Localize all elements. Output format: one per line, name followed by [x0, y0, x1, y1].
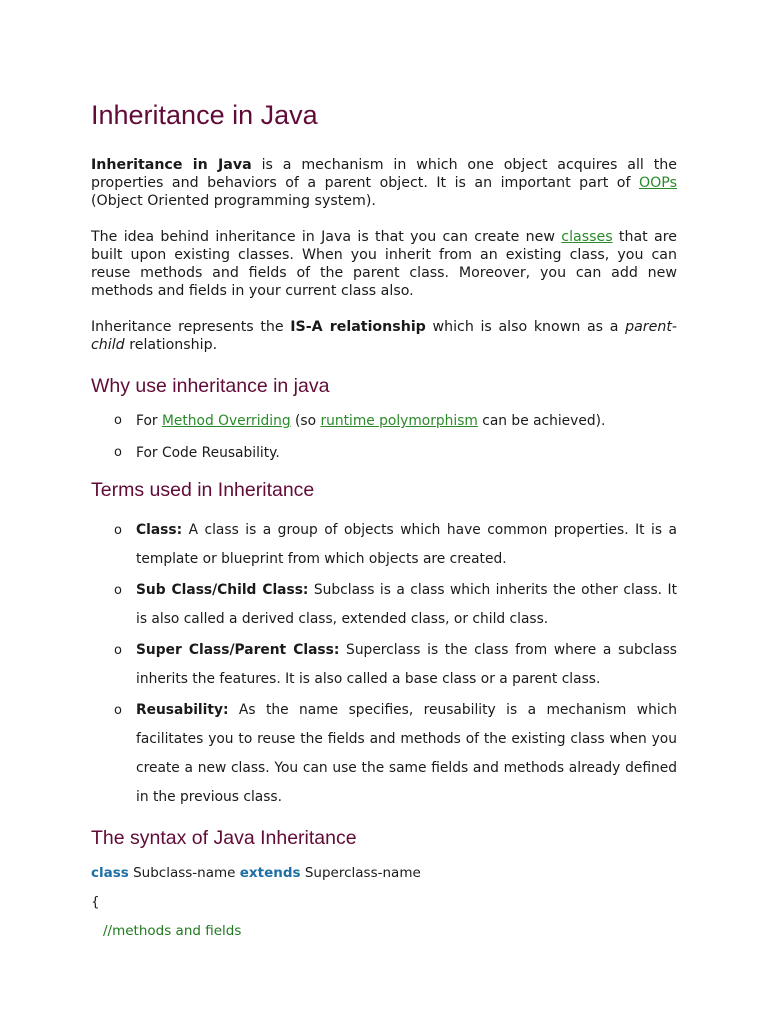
open-brace: { — [91, 894, 100, 910]
term-description: Subclass is a class which inherits the other class. It is also called a derived class, extended class, or child class. — [136, 582, 677, 627]
bullet-icon: o — [114, 583, 122, 598]
code-line — [91, 922, 677, 940]
runtime-polymorphism-link[interactable]: runtime polymorphism — [320, 413, 478, 429]
why-list — [91, 412, 677, 462]
isa-text-2: which is also known as a — [425, 319, 626, 335]
keyword-class: class — [91, 865, 129, 881]
bullet-icon: o — [114, 643, 122, 658]
superclass-name: Superclass-name — [300, 865, 421, 881]
idea-text-1: The idea behind inheritance in Java is that you can create new — [91, 229, 562, 245]
oops-link[interactable]: OOPs — [638, 175, 677, 191]
idea-text-2: that are built upon existing classes. When you inherit from an existing class, you can reuse methods and fields of the parent class. Moreover, you can add new methods and fields in your current class also. — [91, 229, 677, 299]
article-content — [91, 96, 677, 951]
isa-text-1: Inheritance represents the — [91, 319, 291, 335]
page-title: Inheritance in Java — [91, 100, 318, 130]
term-label: Sub Class/Child Class: — [136, 582, 309, 598]
intro-bold-term: Inheritance in Java — [91, 157, 252, 173]
bullet-icon: o — [114, 523, 122, 538]
isa-italic: parent-child — [91, 319, 677, 353]
isa-bold: IS-A relationship — [290, 319, 426, 335]
bullet-icon: o — [114, 445, 122, 460]
idea-paragraph — [91, 228, 677, 300]
term-description: As the name specifies, reusability is a mechanism which facilitates you to reuse the fields and methods of the existing class when you create a new class. You can use the same fields and methods already defined in the previous class. — [136, 702, 677, 805]
why-item-2: For Code Reusability. — [136, 445, 280, 461]
bullet-icon: o — [114, 703, 122, 718]
code-line — [91, 864, 677, 882]
list-item — [91, 412, 677, 430]
why-heading: Why use inheritance in java — [91, 375, 330, 397]
list-item — [91, 636, 677, 694]
isa-paragraph — [91, 318, 677, 354]
intro-paragraph — [91, 156, 677, 210]
term-description: Superclass is the class from where a subclass inherits the features. It is also called a base class or a parent class. — [136, 642, 677, 687]
subclass-name: Subclass-name — [128, 865, 240, 881]
syntax-heading: The syntax of Java Inheritance — [91, 827, 357, 849]
list-item — [91, 576, 677, 634]
bullet-icon: o — [114, 413, 122, 428]
method-overriding-link[interactable]: Method Overriding — [161, 413, 291, 429]
term-label: Class: — [136, 522, 183, 538]
code-comment: //methods and fields — [103, 923, 242, 939]
list-item — [91, 444, 677, 462]
code-line — [91, 893, 677, 911]
why-item-1-mid: (so — [290, 413, 321, 429]
why-item-1-suffix: can be achieved). — [477, 413, 606, 429]
why-item-1-prefix: For — [136, 413, 162, 429]
intro-text-2: (Object Oriented programming system). — [91, 193, 376, 209]
terms-heading: Terms used in Inheritance — [91, 479, 315, 501]
list-item — [91, 516, 677, 574]
keyword-extends: extends — [239, 865, 301, 881]
term-label: Reusability: — [136, 702, 229, 718]
term-description: A class is a group of objects which have common properties. It is a template or blueprint from which objects are created. — [136, 522, 677, 567]
terms-list — [91, 516, 677, 812]
isa-text-3: relationship. — [124, 337, 218, 353]
code-block — [91, 864, 677, 940]
intro-text-1: is a mechanism in which one object acquires all the properties and behaviors of a parent object. It is an important part of — [91, 157, 677, 191]
term-label: Super Class/Parent Class: — [136, 642, 340, 658]
list-item — [91, 696, 677, 812]
classes-link[interactable]: classes — [561, 229, 613, 245]
